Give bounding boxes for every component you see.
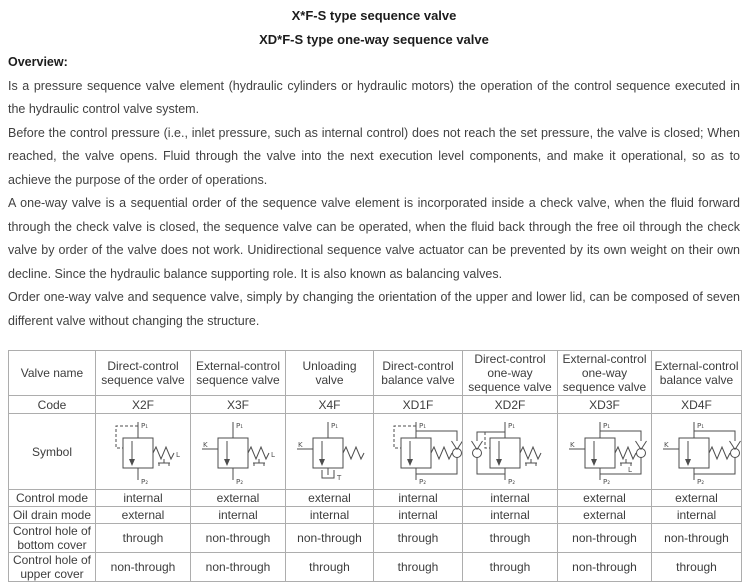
svg-text:P₁: P₁ xyxy=(331,422,339,430)
svg-text:K: K xyxy=(203,441,208,449)
hydraulic-symbol-diagram xyxy=(654,414,742,486)
svg-text:P₁: P₁ xyxy=(141,422,149,430)
symbol-cell xyxy=(558,414,652,490)
svg-text:L: L xyxy=(176,451,180,459)
overview-paragraph-4: Order one-way valve and sequence valve, simply by changing the orientation of the upper and lower lid, can be composed of seven different valve without changing the structure. xyxy=(8,290,740,328)
row-label: Valve name xyxy=(9,351,96,396)
table-row-symbol xyxy=(9,414,742,490)
control-mode-cell: external xyxy=(558,490,652,507)
svg-text:T: T xyxy=(337,474,342,482)
oil-drain-cell: external xyxy=(96,507,191,524)
bottom-cover-cell: non-through xyxy=(286,524,374,553)
symbol-cell xyxy=(463,414,558,490)
svg-text:P₁: P₁ xyxy=(697,422,705,430)
svg-text:L: L xyxy=(628,466,632,474)
svg-text:P₁: P₁ xyxy=(603,422,611,430)
valve-name-cell: Direct-control one-way sequence valve xyxy=(463,351,558,396)
code-cell: X3F xyxy=(191,396,286,414)
valve-spec-table xyxy=(8,350,742,582)
svg-text:P₁: P₁ xyxy=(419,422,427,430)
svg-text:K: K xyxy=(664,441,669,449)
symbol-cell xyxy=(652,414,742,490)
svg-text:P₂: P₂ xyxy=(603,478,611,486)
row-label: Symbol xyxy=(9,414,96,490)
control-mode-cell: internal xyxy=(96,490,191,507)
oil-drain-cell: internal xyxy=(374,507,463,524)
upper-cover-cell: through xyxy=(463,553,558,582)
svg-text:L: L xyxy=(271,451,275,459)
control-mode-cell: external xyxy=(286,490,374,507)
symbol-cell xyxy=(96,414,191,490)
page-title: X*F-S type sequence valve xyxy=(291,8,457,23)
upper-cover-cell: through xyxy=(374,553,463,582)
row-label: Code xyxy=(9,396,96,414)
table-row-valve-name xyxy=(9,351,742,396)
oil-drain-cell: internal xyxy=(191,507,286,524)
code-cell: X2F xyxy=(96,396,191,414)
valve-name-cell: Direct-control balance valve xyxy=(374,351,463,396)
hydraulic-symbol-diagram xyxy=(465,414,557,486)
control-mode-cell: internal xyxy=(374,490,463,507)
overview-paragraph-1: Is a pressure sequence valve element (hydraulic cylinders or hydraulic motors) the operation of the control sequence executed in the hydraulic control valve system. xyxy=(8,78,740,116)
valve-name-cell: External-control one-way sequence valve xyxy=(558,351,652,396)
hydraulic-symbol-diagram xyxy=(288,414,374,486)
bottom-cover-cell: through xyxy=(374,524,463,553)
svg-text:P₂: P₂ xyxy=(236,478,244,486)
overview-paragraph-3: A one-way valve is a sequential order of the sequence valve element is incorporated inside a check valve, when the fluid forward through the check valve is closed, the sequence valve can be operated, when the fluid back through the free oil through the check valve by order of the valve does not work. Unidirectional sequence valve actuator can be prevented by its own weight on their own decline. Since the hydraulic balance supporting role. It is also known as balancing valves. xyxy=(8,196,740,281)
control-mode-cell: external xyxy=(652,490,742,507)
bottom-cover-cell: non-through xyxy=(558,524,652,553)
upper-cover-cell: through xyxy=(652,553,742,582)
overview-paragraph-2: Before the control pressure (i.e., inlet pressure, such as internal control) does not reach the set pressure, the valve is closed; When reached, the valve opens. Fluid through the valve into the next execution level components, and make it operational, so as to achieve the purpose of the order of operations. xyxy=(8,125,740,187)
oil-drain-cell: internal xyxy=(652,507,742,524)
upper-cover-cell: non-through xyxy=(191,553,286,582)
row-label: Control hole of bottom cover xyxy=(9,524,96,553)
svg-text:P₁: P₁ xyxy=(236,422,244,430)
valve-name-cell: Unloading valve xyxy=(286,351,374,396)
bottom-cover-cell: through xyxy=(96,524,191,553)
control-mode-cell: external xyxy=(191,490,286,507)
valve-name-cell: External-control sequence valve xyxy=(191,351,286,396)
hydraulic-symbol-diagram xyxy=(376,414,463,486)
hydraulic-symbol-diagram xyxy=(193,414,285,486)
code-cell: XD1F xyxy=(374,396,463,414)
bottom-cover-cell: non-through xyxy=(191,524,286,553)
code-cell: X4F xyxy=(286,396,374,414)
table-row-upper-cover xyxy=(9,553,742,582)
valve-name-cell: Direct-control sequence valve xyxy=(96,351,191,396)
bottom-cover-cell: through xyxy=(463,524,558,553)
oil-drain-cell: internal xyxy=(286,507,374,524)
symbol-cell xyxy=(374,414,463,490)
svg-text:P₂: P₂ xyxy=(419,478,427,486)
oil-drain-cell: external xyxy=(558,507,652,524)
upper-cover-cell: non-through xyxy=(558,553,652,582)
table-row-bottom-cover xyxy=(9,524,742,553)
hydraulic-symbol-diagram xyxy=(560,414,652,486)
row-label: Control hole of upper cover xyxy=(9,553,96,582)
code-cell: XD4F xyxy=(652,396,742,414)
table-row-code xyxy=(9,396,742,414)
row-label: Control mode xyxy=(9,490,96,507)
code-cell: XD2F xyxy=(463,396,558,414)
oil-drain-cell: internal xyxy=(463,507,558,524)
control-mode-cell: internal xyxy=(463,490,558,507)
code-cell: XD3F xyxy=(558,396,652,414)
page-subtitle: XD*F-S type one-way sequence valve xyxy=(259,31,489,47)
hydraulic-symbol-diagram xyxy=(98,414,190,486)
table-row-control-mode xyxy=(9,490,742,507)
svg-text:K: K xyxy=(298,441,303,449)
svg-text:P₂: P₂ xyxy=(141,478,149,486)
svg-text:P₂: P₂ xyxy=(508,478,516,486)
overview-heading: Overview: xyxy=(8,55,68,69)
bottom-cover-cell: non-through xyxy=(652,524,742,553)
valve-name-cell: External-control balance valve xyxy=(652,351,742,396)
table-row-oil-drain-mode xyxy=(9,507,742,524)
row-label: Oil drain mode xyxy=(9,507,96,524)
svg-text:P₂: P₂ xyxy=(697,478,705,486)
svg-text:P₁: P₁ xyxy=(508,422,516,430)
symbol-cell xyxy=(191,414,286,490)
upper-cover-cell: through xyxy=(286,553,374,582)
upper-cover-cell: non-through xyxy=(96,553,191,582)
symbol-cell xyxy=(286,414,374,490)
svg-text:K: K xyxy=(570,441,575,449)
